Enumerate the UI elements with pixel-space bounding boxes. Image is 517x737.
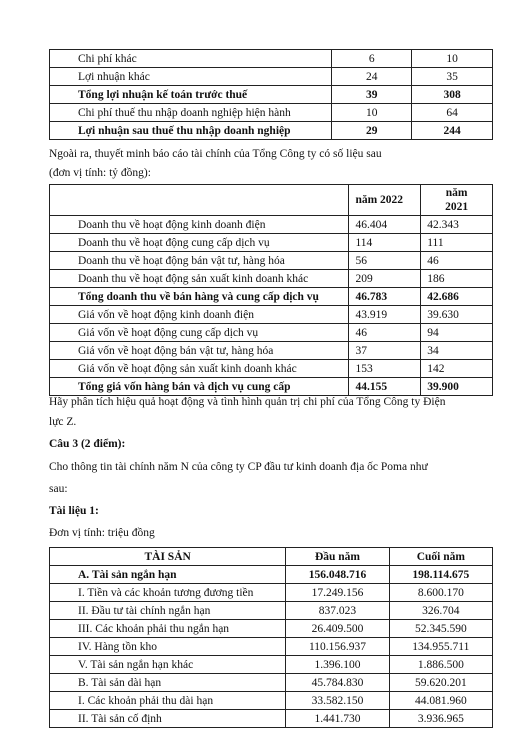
note-paragraph: Ngoài ra, thuyết minh báo cáo tài chính của Tổng Công ty có số liệu sau: [49, 148, 382, 160]
table-row: [50, 566, 493, 584]
row-value-2: 44.081.960: [389, 692, 492, 710]
row-value-2: 42.343: [421, 216, 493, 234]
table-row: [50, 674, 493, 692]
row-value-2: 134.955.711: [389, 638, 492, 656]
row-label: Giá vốn về hoạt động kinh doanh điện: [50, 306, 349, 324]
profit-table: [49, 49, 493, 140]
table-row: [50, 104, 493, 122]
row-value-1: 46.404: [349, 216, 421, 234]
row-label: II. Đầu tư tài chính ngắn hạn: [50, 602, 286, 620]
row-value-1: 114: [349, 234, 421, 252]
row-value-1: 26.409.500: [286, 620, 389, 638]
row-value-1: 10: [332, 104, 412, 122]
row-value-1: 153: [349, 360, 421, 378]
row-value-1: 43.919: [349, 306, 421, 324]
document-title: Tài liệu 1:: [49, 505, 99, 517]
row-label: I. Các khoản phải thu dài hạn: [50, 692, 286, 710]
table-row: [50, 234, 493, 252]
row-value-2: 8.600.170: [389, 584, 492, 602]
row-label: Doanh thu về hoạt động cung cấp dịch vụ: [50, 234, 349, 252]
header-begin-year: Đầu năm: [286, 548, 389, 566]
row-value-2: 186: [421, 270, 493, 288]
row-value-2: 326.704: [389, 602, 492, 620]
row-label: Tổng doanh thu về bán hàng và cung cấp dịch vụ: [50, 288, 349, 306]
row-value-2: 35: [412, 68, 493, 86]
row-value-1: 209: [349, 270, 421, 288]
row-value-1: 1.441.730: [286, 710, 389, 728]
row-label: III. Các khoản phải thu ngắn hạn: [50, 620, 286, 638]
row-value-1: 44.155: [349, 378, 421, 396]
task-paragraph-cont: lực Z.: [49, 416, 77, 428]
table-row: [50, 86, 493, 104]
row-value-1: 56: [349, 252, 421, 270]
table-row: [50, 602, 493, 620]
row-value-2: 52.345.590: [389, 620, 492, 638]
row-label: V. Tài sản ngắn hạn khác: [50, 656, 286, 674]
row-label: Tổng lợi nhuận kế toán trước thuế: [50, 86, 332, 104]
row-value-1: 46: [349, 324, 421, 342]
row-label: A. Tài sản ngắn hạn: [50, 566, 286, 584]
currency-unit: Đơn vị tính: triệu đồng: [49, 527, 155, 539]
row-value-1: 37: [349, 342, 421, 360]
row-value-1: 45.784.830: [286, 674, 389, 692]
row-value-2: 3.936.965: [389, 710, 492, 728]
row-value-2: 142: [421, 360, 493, 378]
table-row: [50, 710, 493, 728]
row-label: I. Tiền và các khoản tương đương tiền: [50, 584, 286, 602]
row-label: Tổng giá vốn hàng bán và dịch vụ cung cấp: [50, 378, 349, 396]
revenue-cost-table: [49, 184, 493, 396]
row-value-2: 111: [421, 234, 493, 252]
table-row: [50, 270, 493, 288]
header-year-word: năm: [445, 187, 468, 199]
row-label: Doanh thu về hoạt động sản xuất kinh doanh khác: [50, 270, 349, 288]
row-value-2: 64: [412, 104, 493, 122]
table-row: [50, 252, 493, 270]
row-value-1: 837.023: [286, 602, 389, 620]
row-label: Doanh thu về hoạt động bán vật tư, hàng hóa: [50, 252, 349, 270]
row-value-2: 94: [421, 324, 493, 342]
task-paragraph: Hãy phân tích hiệu quả hoạt động và tình hình quản trị chi phí của Tổng Công ty Điện: [49, 396, 446, 408]
question-intro: Cho thông tin tài chính năm N của công ty CP đầu tư kinh doanh địa ốc Poma như: [49, 461, 428, 473]
table-row: [50, 584, 493, 602]
row-value-1: 110.156.937: [286, 638, 389, 656]
table-row: [50, 68, 493, 86]
row-value-2: 59.620.201: [389, 674, 492, 692]
header-year-number: 2021: [445, 201, 469, 213]
header-end-year: Cuối năm: [389, 548, 492, 566]
row-value-1: 33.582.150: [286, 692, 389, 710]
row-value-1: 17.249.156: [286, 584, 389, 602]
table-row: [50, 50, 493, 68]
table-row: [50, 360, 493, 378]
row-label: Chi phí khác: [50, 50, 332, 68]
row-label: Doanh thu về hoạt động kinh doanh điện: [50, 216, 349, 234]
row-label: IV. Hàng tồn kho: [50, 638, 286, 656]
row-label: Giá vốn về hoạt động sản xuất kinh doanh khác: [50, 360, 349, 378]
header-cell-2021: [421, 185, 493, 216]
row-label: Lợi nhuận sau thuế thu nhập doanh nghiệp: [50, 122, 332, 140]
header-cell-empty: [50, 185, 349, 216]
row-value-1: 39: [332, 86, 412, 104]
row-value-1: 24: [332, 68, 412, 86]
row-value-2: 46: [421, 252, 493, 270]
row-value-2: 244: [412, 122, 493, 140]
table-row: [50, 324, 493, 342]
row-label: Giá vốn về hoạt động cung cấp dịch vụ: [50, 324, 349, 342]
row-label: II. Tài sản cố định: [50, 710, 286, 728]
row-value-2: 42.686: [421, 288, 493, 306]
table-row: [50, 638, 493, 656]
question-title: Câu 3 (2 điểm):: [49, 438, 126, 450]
table-row: [50, 692, 493, 710]
table-row: [50, 620, 493, 638]
row-value-2: 198.114.675: [389, 566, 492, 584]
table-row: [50, 306, 493, 324]
row-value-1: 1.396.100: [286, 656, 389, 674]
table-header-row: [50, 548, 493, 566]
row-value-1: 29: [332, 122, 412, 140]
question-intro-cont: sau:: [49, 483, 68, 495]
table-row: [50, 378, 493, 396]
row-label: Chi phí thuế thu nhập doanh nghiệp hiện hành: [50, 104, 332, 122]
row-value-2: 10: [412, 50, 493, 68]
row-value-2: 39.630: [421, 306, 493, 324]
row-label: Lợi nhuận khác: [50, 68, 332, 86]
table-row: [50, 656, 493, 674]
table-row: [50, 216, 493, 234]
table-row: [50, 122, 493, 140]
unit-note: (đơn vị tính: tỷ đồng):: [49, 167, 151, 179]
row-value-2: 34: [421, 342, 493, 360]
assets-table: [49, 547, 493, 728]
row-label: B. Tài sản dài hạn: [50, 674, 286, 692]
row-value-1: 6: [332, 50, 412, 68]
header-cell-2022: năm 2022: [349, 185, 421, 216]
table-row: [50, 288, 493, 306]
table-header-row: [50, 185, 493, 216]
row-label: Giá vốn về hoạt động bán vật tư, hàng hóa: [50, 342, 349, 360]
row-value-2: 1.886.500: [389, 656, 492, 674]
row-value-1: 46.783: [349, 288, 421, 306]
table-row: [50, 342, 493, 360]
row-value-2: 308: [412, 86, 493, 104]
row-value-1: 156.048.716: [286, 566, 389, 584]
row-value-2: 39.900: [421, 378, 493, 396]
header-assets: TÀI SẢN: [50, 548, 286, 566]
